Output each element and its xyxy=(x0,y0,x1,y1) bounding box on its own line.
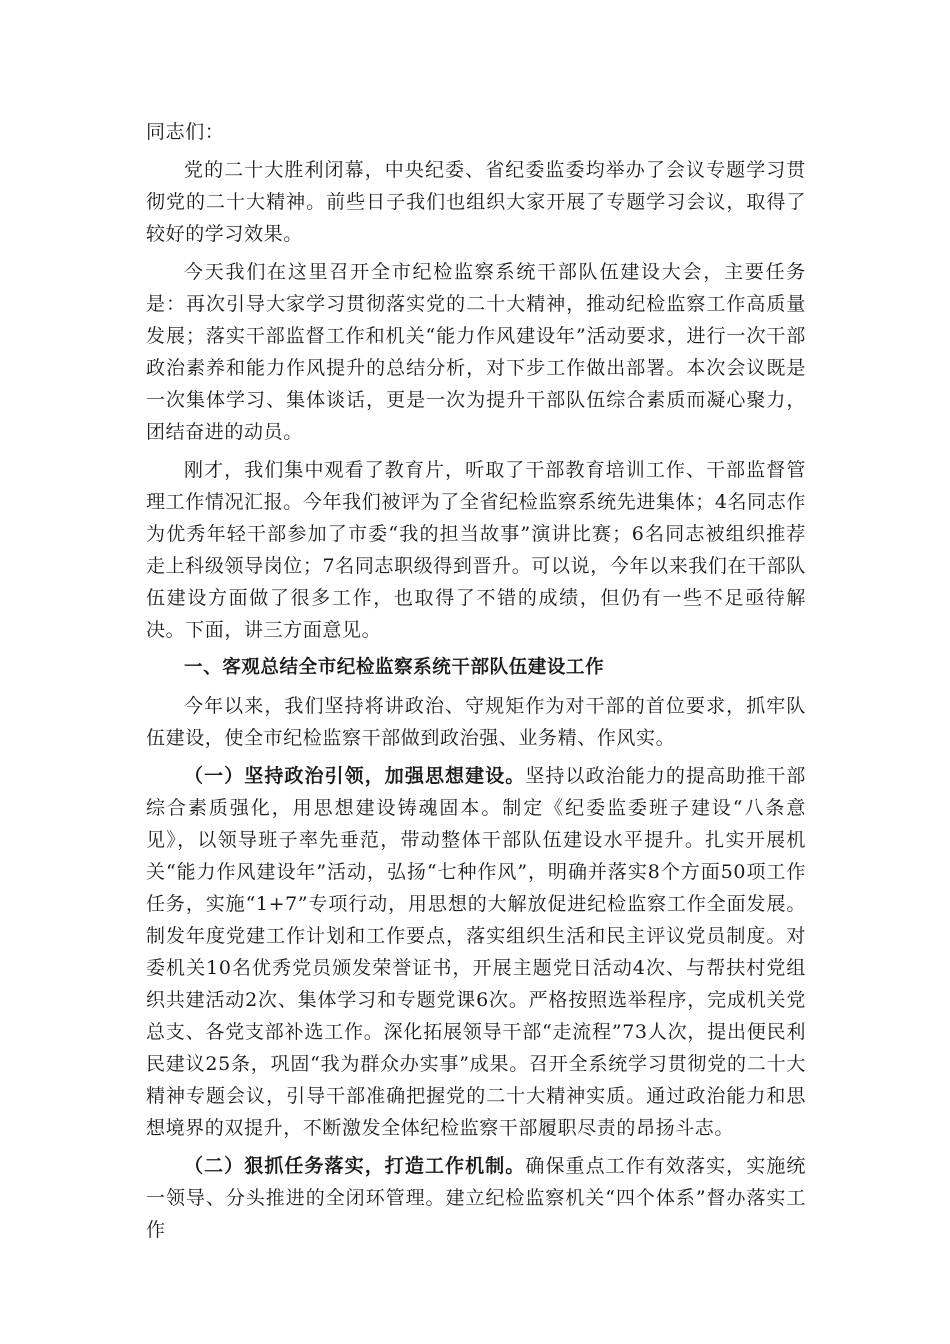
document-body xyxy=(146,116,806,1252)
paragraph-opening: 党的二十大胜利闭幕，中央纪委、省纪委监委均举办了会议专题学习贯彻党的二十大精神。前些日子我们也组织大家开展了专题学习会议，取得了较好的学习效果。 xyxy=(146,159,806,245)
subsection-2-body: 确保重点工作有效落实，实施统一领导、分头推进的全闭环管理。建立纪检监察机关“四个体系”督办落实工作 xyxy=(146,1155,806,1241)
paragraph-subsection-2 xyxy=(146,1150,806,1246)
subsection-1-body: 坚持以政治能力的提高助推干部综合素质强化，用思想建设铸魂固本。制定《纪委监委班子建设“八条意见》，以领导班子率先垂范，带动整体干部队伍建设水平提升。扎实开展机关“能力作风建设年”活动，弘扬“七种作风”，明确并落实8个方面50项工作任务，实施“1+7”专项行动，用思想的大解放促进纪检监察工作全面发展。制发年度党建工作计划和工作要点，落实组织生活和民主评议党员制度。对委机关10名优秀党员颁发荣誉证书，开展主题党日活动4次、与帮扶村党组织共建活动2次、集体学习和专题党课6次。严格按照选举程序，完成机关党总支、各党支部补选工作。深化拓展领导干部“走流程”73人次，提出便民利民建议25条，巩固“我为群众办实事”成果。召开全系统学习贯彻党的二十大精神专题会议，引导干部准确把握党的二十大精神实质。通过政治能力和思想境界的双提升，不断激发全体纪检监察干部履职尽责的昂扬斗志。 xyxy=(146,765,806,1139)
paragraph-meeting-purpose: 今天我们在这里召开全市纪检监察系统干部队伍建设大会，主要任务是：再次引导大家学习贯彻落实党的二十大精神，推动纪检监察工作高质量发展；落实干部监督工作和机关“能力作风建设年”活动要求，进行一次干部政治素养和能力作风提升的总结分析，对下步工作做出部署。本次会议既是一次集体学习、集体谈话，更是一次为提升干部队伍综合素质而凝心聚力，团结奋进的动员。 xyxy=(146,261,806,443)
paragraph-subsection-1 xyxy=(146,760,806,1144)
subsection-2-title: （二）狠抓任务落实，打造工作机制。 xyxy=(184,1155,526,1177)
greeting: 同志们： xyxy=(146,121,225,143)
paragraph-achievements: 刚才，我们集中观看了教育片，听取了干部教育培训工作、干部监督管理工作情况汇报。今年我们被评为了全省纪检监察系统先进集体；4名同志作为优秀年轻干部参加了市委“我的担当故事”演讲比赛；6名同志被组织推荐走上科级领导岗位；7名同志职级得到晋升。可以说，今年以来我们在干部队伍建设方面做了很多工作，也取得了不错的成绩，但仍有一些不足亟待解决。下面，讲三方面意见。 xyxy=(146,459,806,641)
subsection-1-title: （一）坚持政治引领，加强思想建设。 xyxy=(184,765,526,787)
paragraph-section-intro: 今年以来，我们坚持将讲政治、守规矩作为对干部的首位要求，抓牢队伍建设，使全市纪检监察干部做到政治强、业务精、作风实。 xyxy=(146,695,806,749)
section-heading-1: 一、客观总结全市纪检监察系统干部队伍建设工作 xyxy=(184,657,605,678)
